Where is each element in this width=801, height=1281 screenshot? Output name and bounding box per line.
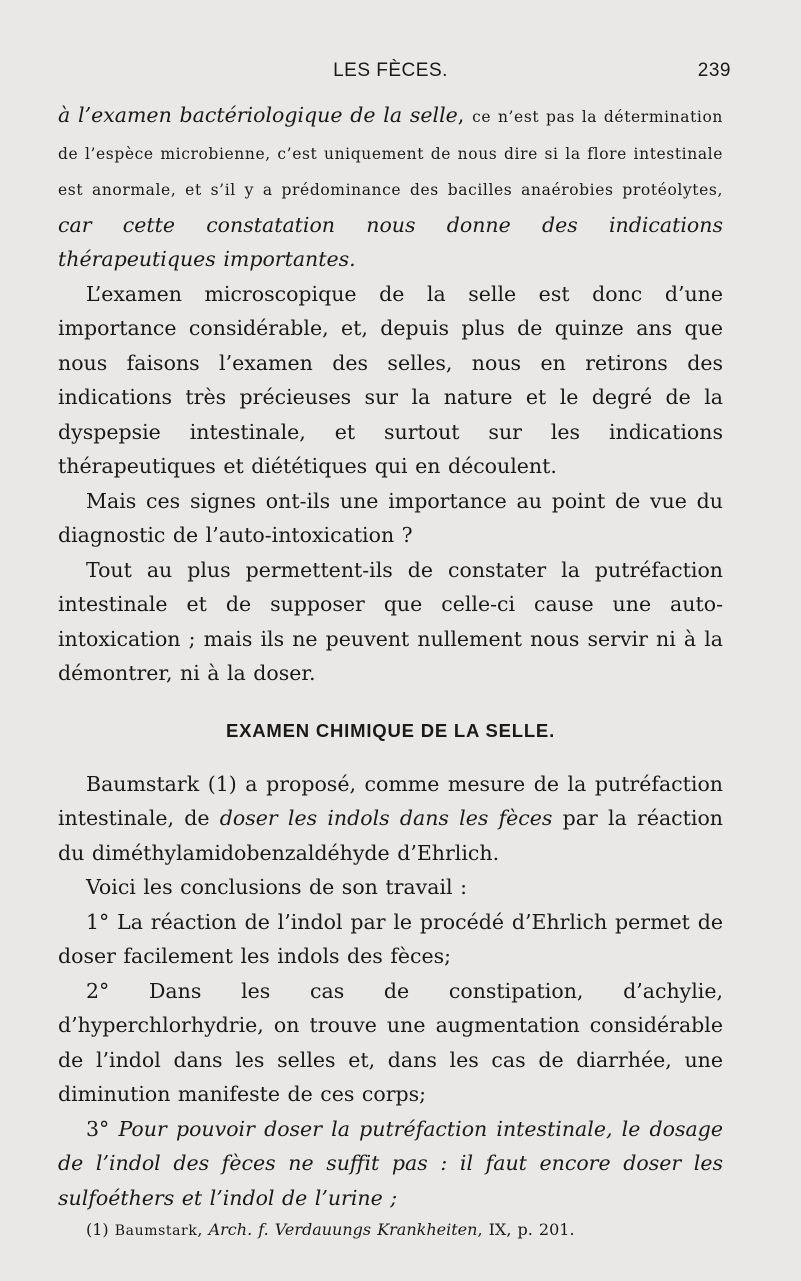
paragraph-putrefaction: Tout au plus permettent-ils de constater la putréfaction intestinale et de supposer que celle-ci cause une auto-intoxication ; mais ils ne peuvent nullement nous servir ni à la démontrer, ni à la doser. [58,557,723,685]
italic-phrase: à l’examen bactériologique de la selle [58,103,458,127]
small-caps-phrase: ce n’est pas la détermination de l’espèce microbienne, c’est uniquement de nous dire si la flore intestinale est anormale, et s’il y a prédominance des bacilles anaérobies protéolytes, [58,108,723,199]
running-head [58,60,731,98]
conclusion-item-2: 2° Dans les cas de constipation, d’achylie, d’hyperchlorhydrie, on trouve une augmentation considérable de l’indol dans les selles et, dans les cas de diarrhée, une diminution manifeste de ces corps; [58,978,723,1106]
text-run: par la réaction du diméthylamidobenzaldéhyde d’Ehrlich. [58,806,723,865]
paragraph-question: Mais ces signes ont-ils une importance au point de vue du diagnostic de l’auto-intoxication ? [58,488,723,547]
paragraph-microscopic-exam: L’examen microscopique de la selle est donc d’une importance considérable, et, depuis plus de quinze ans que nous faisons l’examen des selles, nous en retirons des indications très précieuses sur la nature et le degré de la dyspepsie intestinale, et surtout sur les indications thérapeutiques et diététiques qui en découlent. [58,281,723,478]
footnote-reference: , IX, p. 201. [477,1220,575,1239]
running-title: LES FÈCES. [333,60,448,81]
text-run: , [197,1220,209,1239]
footnote [58,1219,723,1242]
italic-phrase: car cette constatation nous donne des indications thérapeutiques importantes. [58,212,723,271]
item-number: 3° [86,1116,119,1141]
conclusion-item-3 [58,1112,723,1216]
footnote-marker: (1) [86,1220,115,1239]
page-number: 239 [697,60,731,81]
italic-phrase: Pour pouvoir doser la putréfaction intestinale, le dosage de l’indol des fèces ne suffit pas : il faut encore doser les sulfoéthers et l’indol de l’urine ; [58,1116,723,1210]
italic-phrase: doser les indols dans les fèces [219,806,553,830]
footnote-author: Baumstark [114,1223,198,1239]
text-run: , [457,103,473,127]
section-heading: EXAMEN CHIMIQUE DE LA SELLE. [225,719,556,741]
paragraph-baumstark [58,767,723,871]
text-run: Baumstark (1) a proposé, comme mesure de la putréfaction intestinale, de [58,771,723,830]
footnote-journal: Arch. f. Verdauungs Krankheiten [208,1220,478,1239]
conclusion-item-1: 1° La réaction de l’indol par le procédé d’Ehrlich permet de doser facilement les indols des fèces; [58,909,723,968]
paragraph-bacteriological [58,98,723,277]
paragraph-conclusions-intro: Voici les conclusions de son travail : [86,875,467,899]
